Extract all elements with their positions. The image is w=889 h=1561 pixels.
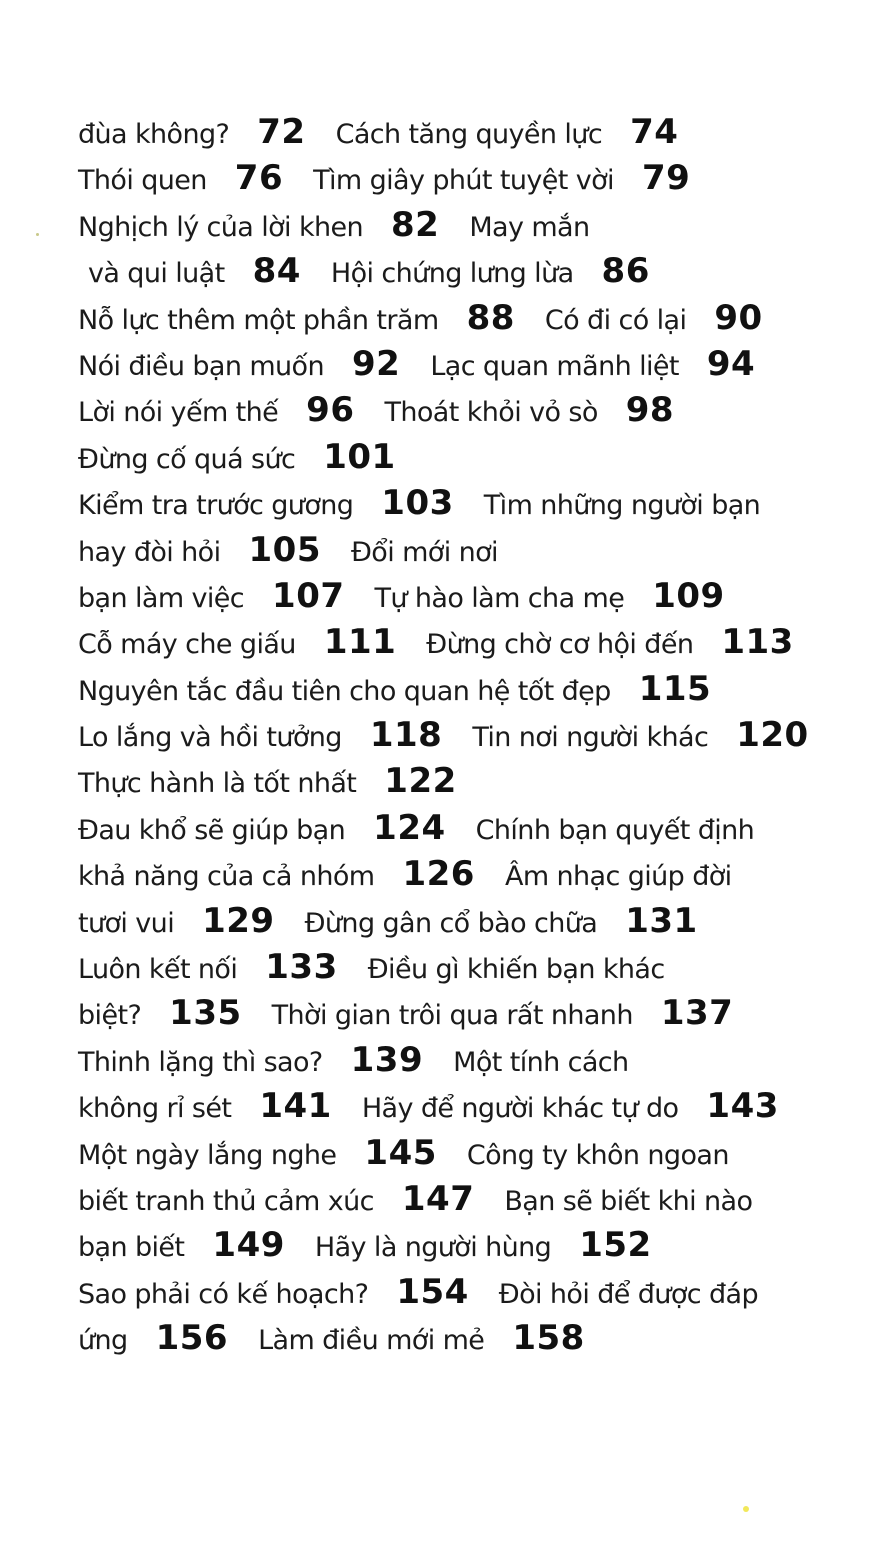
toc-entry	[78, 390, 384, 431]
entry-title: Nguyên tắc đầu tiên cho quan hệ tốt đẹp	[78, 675, 611, 707]
toc-entry	[78, 483, 484, 524]
toc-entry	[78, 575, 375, 616]
toc-entry	[472, 715, 838, 756]
toc-entry	[78, 297, 545, 338]
entry-title: Thời gian trôi qua rất nhanh	[271, 1000, 633, 1032]
page-number: 154	[396, 1271, 469, 1312]
entry-title: Đòi hỏi để được đáp	[498, 1278, 758, 1310]
entry-title: Chính bạn quyết định	[475, 814, 755, 846]
toc-line	[78, 573, 868, 619]
toc-entry	[78, 204, 469, 245]
toc-line	[78, 619, 868, 665]
page-number: 101	[323, 436, 396, 477]
entry-title: Hãy để người khác tự do	[361, 1093, 679, 1125]
toc-line	[78, 944, 868, 990]
entry-title: và qui luật	[88, 258, 225, 290]
toc-entry	[544, 297, 793, 338]
page-number: 79	[641, 158, 691, 199]
entry-title: hay đòi hỏi	[78, 536, 221, 568]
page-number: 92	[351, 343, 401, 384]
toc-entry	[314, 1225, 682, 1266]
toc-line	[78, 527, 868, 573]
entry-title: Thinh lặng thì sao?	[78, 1046, 323, 1078]
entry-title: Đừng cố quá sức	[78, 443, 296, 475]
toc-entry	[78, 343, 430, 384]
toc-entry	[484, 490, 760, 521]
page-number: 133	[265, 947, 338, 988]
entry-title: Lời nói yếm thế	[78, 397, 279, 429]
toc-entry	[78, 1178, 504, 1219]
toc-entry	[335, 112, 709, 152]
page-number: 126	[402, 854, 475, 895]
toc-line	[78, 295, 868, 341]
toc-line	[78, 1037, 868, 1083]
page-number: 152	[579, 1225, 652, 1266]
toc-entry	[453, 1047, 628, 1078]
toc-line	[78, 712, 868, 758]
entry-title: Có đi có lại	[544, 304, 687, 336]
toc-line	[78, 990, 868, 1036]
toc-entry	[78, 1271, 499, 1312]
entry-title: Đừng gân cổ bào chữa	[304, 907, 598, 939]
toc-entry	[426, 622, 824, 663]
entry-title: Đau khổ sẽ giúp bạn	[78, 814, 346, 846]
page-number: 124	[373, 807, 446, 848]
page-number: 76	[234, 158, 284, 199]
page-number: 82	[391, 204, 440, 245]
toc-line	[78, 341, 868, 387]
entry-title: Một tính cách	[453, 1046, 629, 1078]
page-number: 135	[169, 993, 242, 1034]
page-number: 113	[721, 622, 794, 663]
toc-entry	[78, 854, 505, 895]
page-number: 98	[625, 390, 675, 431]
entry-title: Lạc quan mãnh liệt	[430, 350, 679, 382]
entry-title: Tin nơi người khác	[472, 722, 709, 754]
toc-entry	[78, 1225, 315, 1266]
toc-line	[78, 851, 868, 897]
toc-line	[78, 666, 868, 712]
page-number: 120	[736, 715, 809, 756]
toc-line	[78, 387, 868, 433]
entry-title: Thực hành là tốt nhất	[78, 768, 357, 800]
toc-entry	[78, 761, 487, 802]
toc-entry	[271, 993, 764, 1034]
page-number: 129	[202, 900, 275, 941]
entry-title: Một ngày lắng nghe	[78, 1139, 337, 1171]
toc-entry	[258, 1318, 615, 1359]
entry-title: khả năng của cả nhóm	[78, 861, 375, 893]
toc-entry	[330, 251, 680, 292]
toc-entry	[78, 807, 476, 848]
toc-entry	[78, 1086, 362, 1127]
entry-title: Làm điều mới mẻ	[258, 1325, 485, 1357]
toc-entry	[351, 537, 498, 568]
toc-entry	[368, 954, 665, 985]
entry-title: Bạn sẽ biết khi nào	[504, 1185, 753, 1217]
entry-title: Âm nhạc giúp đời	[504, 861, 732, 893]
toc-line	[78, 1176, 868, 1222]
page-number: 94	[706, 343, 756, 384]
toc-entry	[384, 390, 704, 431]
page-number: 103	[381, 483, 454, 524]
entry-title: May mắn	[469, 211, 590, 243]
entry-title: Tự hào làm cha mẹ	[374, 582, 625, 614]
page-number: 109	[652, 575, 725, 616]
page-number: 145	[364, 1132, 437, 1173]
page-number: 143	[706, 1086, 779, 1127]
toc-entry	[78, 993, 272, 1034]
toc-line	[78, 1130, 868, 1176]
toc-entry	[88, 251, 331, 292]
entry-title: Cách tăng quyền lực	[335, 119, 603, 150]
toc-line	[78, 155, 868, 201]
page-number: 149	[212, 1225, 285, 1266]
entry-title: Thói quen	[78, 165, 207, 197]
toc-line	[78, 758, 868, 804]
page-number: 115	[638, 668, 712, 709]
entry-title: Tìm những người bạn	[483, 490, 761, 522]
entry-title: Kiểm tra trước gương	[78, 490, 354, 522]
toc-entry	[313, 158, 720, 199]
page-number: 147	[401, 1178, 475, 1219]
paper-speck	[743, 1506, 749, 1512]
page-number: 156	[155, 1318, 229, 1359]
toc-entry	[78, 715, 472, 756]
entry-title: bạn làm việc	[78, 582, 245, 614]
entry-title: Hội chứng lưng lừa	[330, 258, 574, 290]
page-number: 107	[272, 575, 345, 616]
toc-entry	[430, 343, 785, 384]
entry-title: Lo lắng và hồi tưởng	[78, 722, 342, 754]
entry-title: ứng	[78, 1325, 128, 1357]
page-number: 90	[714, 297, 763, 338]
entry-title: Tìm giây phút tuyệt vời	[313, 165, 614, 197]
page-number: 72	[257, 112, 306, 152]
toc-entry	[361, 1086, 809, 1127]
toc-line	[78, 109, 868, 155]
entry-title: biệt?	[78, 1000, 142, 1032]
page-number: 88	[466, 297, 515, 338]
entry-title: Công ty khôn ngoan	[466, 1139, 729, 1171]
page-number: 86	[601, 251, 650, 292]
toc-entry	[78, 1039, 453, 1080]
page-number: 139	[350, 1039, 424, 1080]
toc-entry	[78, 668, 741, 709]
toc-entry	[374, 575, 755, 616]
toc-line	[78, 434, 868, 480]
toc-entry	[78, 1132, 467, 1173]
toc-line	[78, 480, 868, 526]
entry-title: Đổi mới nơi	[350, 536, 498, 568]
page-number: 96	[306, 390, 355, 431]
toc-entry	[78, 436, 426, 477]
entry-title: tươi vui	[78, 907, 175, 939]
toc-line	[78, 202, 868, 248]
toc-line	[78, 1222, 868, 1268]
toc-entry	[304, 900, 728, 941]
entry-title: bạn biết	[78, 1232, 185, 1264]
toc-line	[78, 1315, 868, 1361]
entry-title: Hãy là người hùng	[314, 1232, 552, 1264]
entry-title: không rỉ sét	[78, 1093, 232, 1125]
toc-entry	[78, 622, 426, 663]
page-number: 131	[625, 900, 698, 941]
toc-entry	[78, 158, 313, 199]
toc-line	[78, 805, 868, 851]
toc-entry	[78, 947, 368, 988]
toc-entry	[504, 1186, 752, 1217]
entry-title: Nỗ lực thêm một phần trăm	[78, 304, 439, 336]
page-number: 141	[259, 1086, 332, 1127]
page-number: 122	[384, 761, 457, 802]
paper-speck	[36, 233, 39, 236]
toc-entry	[476, 815, 755, 846]
page-number: 111	[323, 622, 397, 663]
page-number: 105	[248, 529, 321, 570]
table-of-contents	[78, 109, 868, 1362]
page-number: 118	[369, 715, 443, 756]
entry-title: Thoát khỏi vỏ sò	[384, 397, 598, 429]
page-number: 137	[660, 993, 734, 1034]
entry-title: đùa không?	[78, 119, 230, 150]
entry-title: Điều gì khiến bạn khác	[367, 954, 665, 986]
toc-entry	[78, 529, 351, 570]
toc-line	[78, 898, 868, 944]
entry-title: Luôn kết nối	[78, 954, 238, 986]
page-number: 158	[512, 1318, 585, 1359]
toc-entry	[467, 1140, 729, 1171]
toc-entry	[505, 861, 732, 892]
toc-line	[78, 248, 868, 294]
toc-line	[78, 1083, 868, 1129]
page-number: 84	[252, 251, 301, 292]
entry-title: Nghịch lý của lời khen	[78, 211, 364, 243]
entry-title: Đừng chờ cơ hội đến	[426, 629, 694, 661]
toc-entry	[469, 212, 589, 243]
entry-title: Cỗ máy che giấu	[78, 629, 296, 661]
entry-title: biết tranh thủ cảm xúc	[78, 1185, 374, 1217]
toc-entry	[78, 1318, 258, 1359]
toc-entry	[78, 900, 305, 941]
toc-entry	[78, 112, 336, 152]
toc-line	[78, 1269, 868, 1315]
page-number: 74	[630, 112, 679, 152]
entry-title: Sao phải có kế hoạch?	[78, 1278, 369, 1310]
toc-entry	[499, 1279, 758, 1310]
entry-title: Nói điều bạn muốn	[78, 350, 324, 382]
